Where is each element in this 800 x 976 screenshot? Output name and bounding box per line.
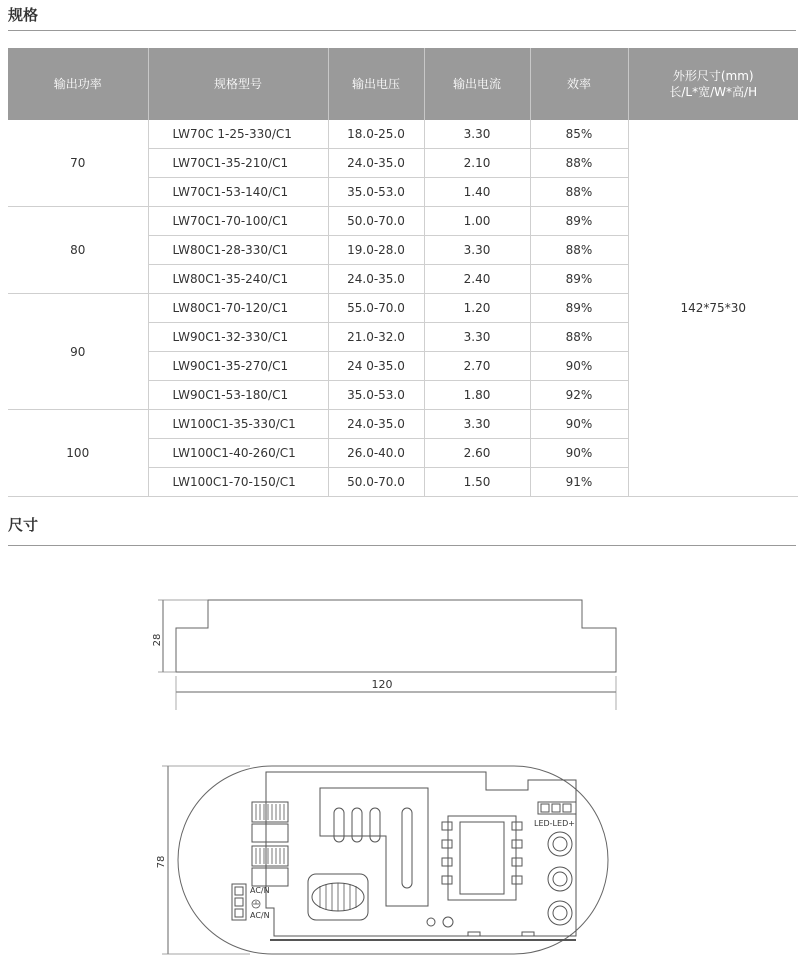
capacitor-3 xyxy=(548,901,572,925)
model-cell: LW90C1-32-330/C1 xyxy=(148,323,328,352)
efficiency-cell: 88% xyxy=(530,178,628,207)
efficiency-cell: 88% xyxy=(530,149,628,178)
header-output-power: 输出功率 xyxy=(8,48,148,120)
voltage-cell: 19.0-28.0 xyxy=(328,236,424,265)
power-cell: 100 xyxy=(8,410,148,497)
efficiency-cell: 88% xyxy=(530,323,628,352)
model-cell: LW100C1-40-260/C1 xyxy=(148,439,328,468)
power-cell: 70 xyxy=(8,120,148,207)
model-cell: LW100C1-35-330/C1 xyxy=(148,410,328,439)
current-cell: 1.80 xyxy=(424,381,530,410)
voltage-cell: 24.0-35.0 xyxy=(328,265,424,294)
component-coil-2 xyxy=(252,846,288,866)
capacitor-1 xyxy=(548,832,572,856)
efficiency-cell: 91% xyxy=(530,468,628,497)
efficiency-cell: 90% xyxy=(530,410,628,439)
voltage-cell: 35.0-53.0 xyxy=(328,178,424,207)
length-dimension-label: 120 xyxy=(371,678,393,691)
spec-section-divider xyxy=(8,30,796,31)
model-cell: LW70C1-53-140/C1 xyxy=(148,178,328,207)
current-cell: 1.40 xyxy=(424,178,530,207)
header-dimensions xyxy=(628,48,798,120)
header-dimensions-line2: 长/L*宽/W*高/H xyxy=(669,85,758,99)
voltage-cell: 50.0-70.0 xyxy=(328,468,424,497)
current-cell: 2.60 xyxy=(424,439,530,468)
ac-terminal-block xyxy=(232,884,246,920)
header-output-voltage: 输出电压 xyxy=(328,48,424,120)
voltage-cell: 24.0-35.0 xyxy=(328,149,424,178)
current-cell: 2.70 xyxy=(424,352,530,381)
side-view-drawing xyxy=(150,588,630,718)
current-cell: 1.00 xyxy=(424,207,530,236)
led-label: LED-LED+ xyxy=(534,819,575,828)
current-cell: 2.10 xyxy=(424,149,530,178)
model-cell: LW80C1-35-240/C1 xyxy=(148,265,328,294)
efficiency-cell: 89% xyxy=(530,207,628,236)
model-cell: LW70C 1-25-330/C1 xyxy=(148,120,328,149)
component-block-1 xyxy=(252,824,288,842)
current-cell: 3.30 xyxy=(424,323,530,352)
size-section-title: 尺寸 xyxy=(8,516,39,534)
efficiency-cell: 85% xyxy=(530,120,628,149)
model-cell: LW70C1-35-210/C1 xyxy=(148,149,328,178)
efficiency-cell: 92% xyxy=(530,381,628,410)
width-dimension-label: 78 xyxy=(156,855,167,869)
current-cell: 3.30 xyxy=(424,120,530,149)
current-cell: 1.50 xyxy=(424,468,530,497)
spec-section-title: 规格 xyxy=(8,6,39,24)
transformer xyxy=(448,816,516,900)
height-dimension-label: 28 xyxy=(152,633,163,647)
current-cell: 2.40 xyxy=(424,265,530,294)
header-output-current: 输出电流 xyxy=(424,48,530,120)
efficiency-cell: 89% xyxy=(530,265,628,294)
small-component-2 xyxy=(443,917,453,927)
efficiency-cell: 89% xyxy=(530,294,628,323)
small-component-1 xyxy=(427,918,435,926)
efficiency-cell: 90% xyxy=(530,352,628,381)
voltage-cell: 24.0-35.0 xyxy=(328,410,424,439)
voltage-cell: 55.0-70.0 xyxy=(328,294,424,323)
table-header-row xyxy=(8,48,798,120)
header-efficiency: 效率 xyxy=(530,48,628,120)
ac-label-bottom: AC/N xyxy=(250,911,270,920)
power-cell: 80 xyxy=(8,207,148,294)
housing-top-outline xyxy=(178,766,608,954)
header-dimensions-line1: 外形尺寸(mm) xyxy=(672,69,754,83)
table-row xyxy=(8,120,798,149)
voltage-cell: 24 0-35.0 xyxy=(328,352,424,381)
pcb-board xyxy=(266,772,576,936)
top-view-drawing xyxy=(150,756,630,966)
model-cell: LW90C1-53-180/C1 xyxy=(148,381,328,410)
voltage-cell: 26.0-40.0 xyxy=(328,439,424,468)
model-cell: LW70C1-70-100/C1 xyxy=(148,207,328,236)
housing-side-outline xyxy=(176,600,616,672)
model-cell: LW100C1-70-150/C1 xyxy=(148,468,328,497)
voltage-cell: 35.0-53.0 xyxy=(328,381,424,410)
header-model: 规格型号 xyxy=(148,48,328,120)
component-coil-1 xyxy=(252,802,288,822)
power-cell: 90 xyxy=(8,294,148,410)
component-block-2 xyxy=(252,868,288,886)
capacitor-2 xyxy=(548,867,572,891)
voltage-cell: 18.0-25.0 xyxy=(328,120,424,149)
current-cell: 3.30 xyxy=(424,410,530,439)
efficiency-cell: 90% xyxy=(530,439,628,468)
size-section-divider xyxy=(8,545,796,546)
current-cell: 1.20 xyxy=(424,294,530,323)
voltage-cell: 50.0-70.0 xyxy=(328,207,424,236)
current-cell: 3.30 xyxy=(424,236,530,265)
model-cell: LW90C1-35-270/C1 xyxy=(148,352,328,381)
voltage-cell: 21.0-32.0 xyxy=(328,323,424,352)
spec-table xyxy=(8,48,798,497)
dimensions-cell: 142*75*30 xyxy=(628,120,798,497)
efficiency-cell: 88% xyxy=(530,236,628,265)
ac-label-top: AC/N xyxy=(250,886,270,895)
model-cell: LW80C1-70-120/C1 xyxy=(148,294,328,323)
model-cell: LW80C1-28-330/C1 xyxy=(148,236,328,265)
